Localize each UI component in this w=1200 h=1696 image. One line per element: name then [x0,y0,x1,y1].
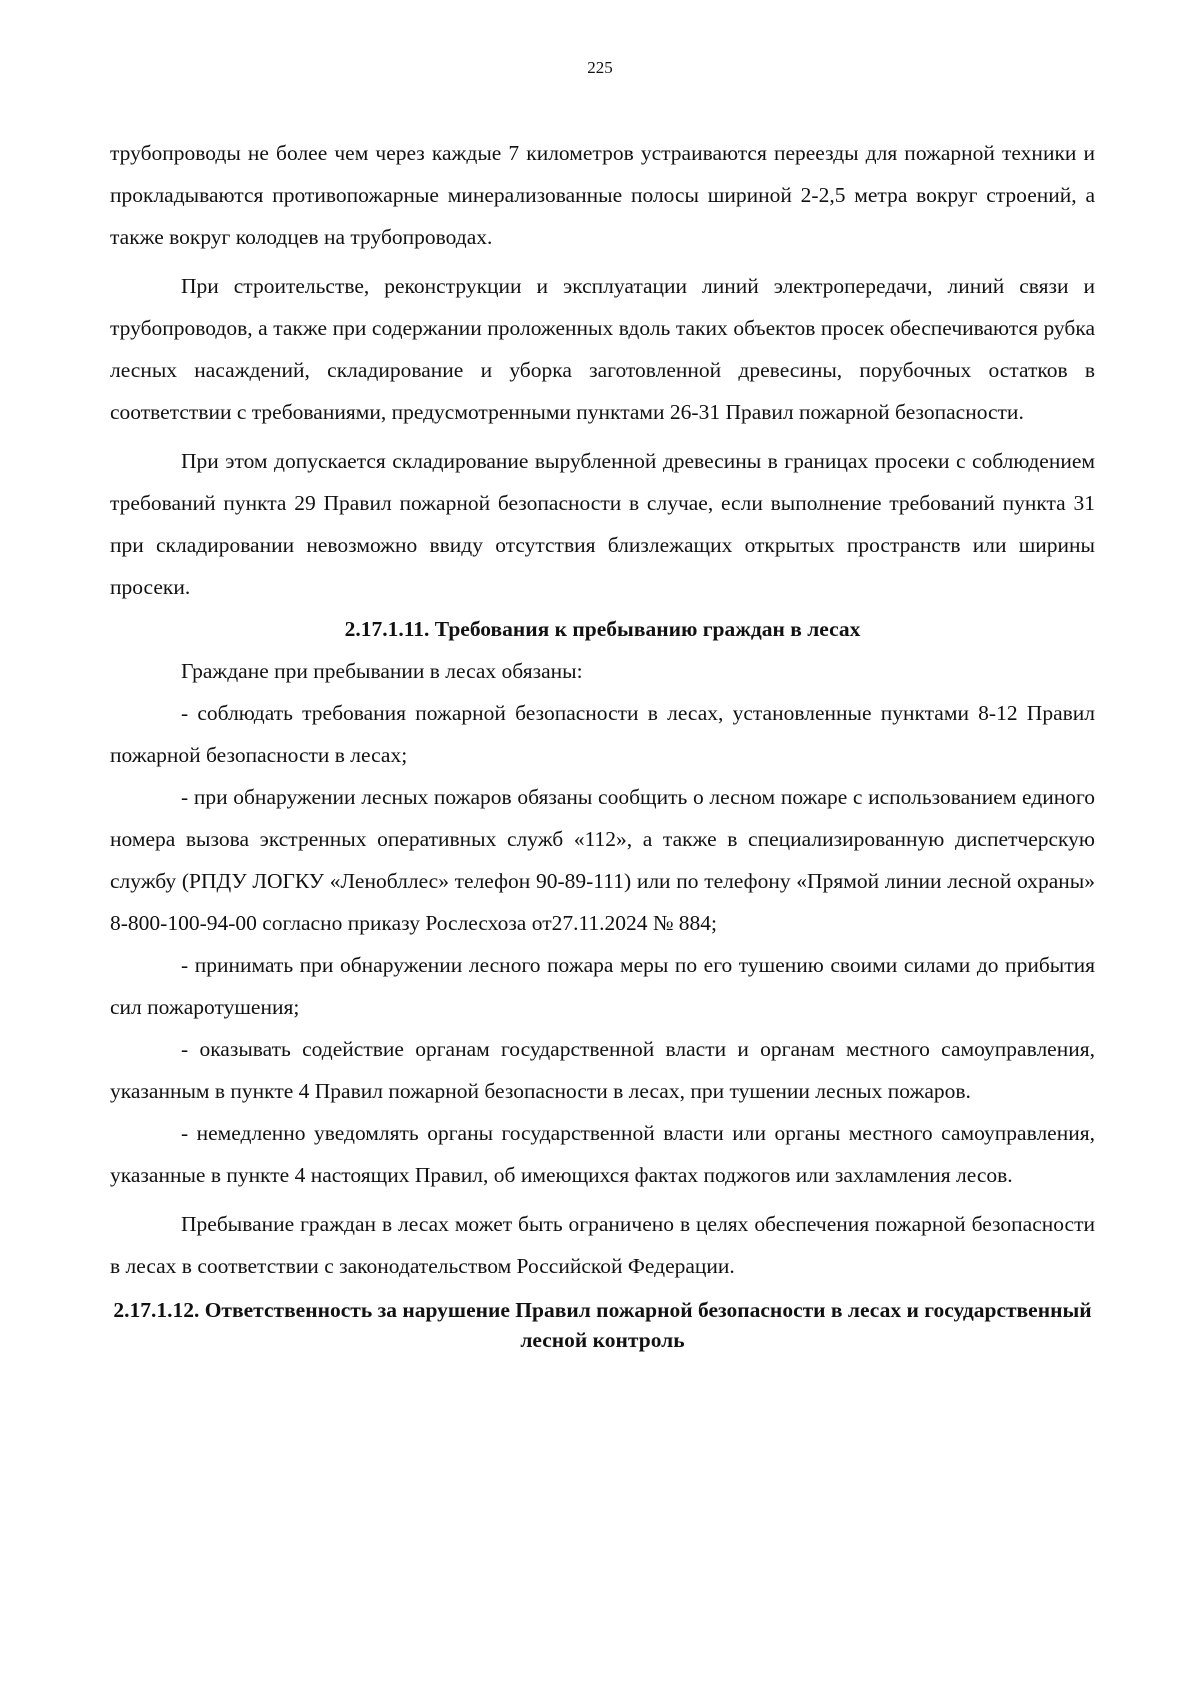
list-item-notify: - немедленно уведомлять органы государственной власти или органы местного самоуправления, указанные в пункте 4 настоящих Правил, об имеющихся фактах поджогов или захламления лесов. [110,1121,1095,1187]
section-heading-responsibility: 2.17.1.12. Ответственность за нарушение Правил пожарной безопасности в лесах и государственный лесной контроль [113,1298,1092,1352]
list-item-extinguish: - принимать при обнаружении лесного пожара меры по его тушению своими силами до прибытия сил пожаротушения; [110,953,1095,1019]
section-heading-citizens: 2.17.1.11. Требования к пребыванию граждан в лесах [344,617,861,641]
paragraph-restriction: Пребывание граждан в лесах может быть ограничено в целях обеспечения пожарной безопасности в лесах в соответствии с законодательством Российской Федерации. [110,1212,1095,1278]
paragraph-pipelines: трубопроводы не более чем через каждые 7 километров устраиваются переезды для пожарной техники и прокладываются противопожарные минерализованные полосы шириной 2-2,5 метра вокруг строений, а также вокруг колодцев на трубопроводах. [110,141,1095,249]
list-item-comply: - соблюдать требования пожарной безопасности в лесах, установленные пунктами 8-12 Правил пожарной безопасности в лесах; [110,701,1095,767]
paragraph-power-lines: При строительстве, реконструкции и эксплуатации линий электропередачи, линий связи и трубопроводов, а также при содержании проложенных вдоль таких объектов просек обеспечиваются рубка лесных насаждений, складирование и уборка заготовленной древесины, порубочных остатков в соответствии с требованиями, предусмотренными пунктами 26-31 Правил пожарной безопасности. [110,274,1095,424]
list-item-assist: - оказывать содействие органам государственной власти и органам местного самоуправления, указанным в пункте 4 Правил пожарной безопасности в лесах, при тушении лесных пожаров. [110,1037,1095,1103]
list-item-report-fire: - при обнаружении лесных пожаров обязаны сообщить о лесном пожаре с использованием единого номера вызова экстренных оперативных служб «112», а также в специализированную диспетчерскую службу (РПДУ ЛОГКУ «Ленобллес» телефон 90-89-111) или по телефону «Прямой линии лесной охраны» 8-800-100-94-00 согласно приказу Рослесхоза от27.11.2024 № 884; [110,785,1095,935]
document-body [110,132,1095,1355]
paragraph-citizens-obliged: Граждане при пребывании в лесах обязаны: [181,659,583,683]
paragraph-timber-storage: При этом допускается складирование вырубленной древесины в границах просеки с соблюдением требований пункта 29 Правил пожарной безопасности в случае, если выполнение требований пункта 31 при складировании невозможно ввиду отсутствия близлежащих открытых пространств или ширины просеки. [110,449,1095,599]
page-number: 225 [587,58,613,77]
